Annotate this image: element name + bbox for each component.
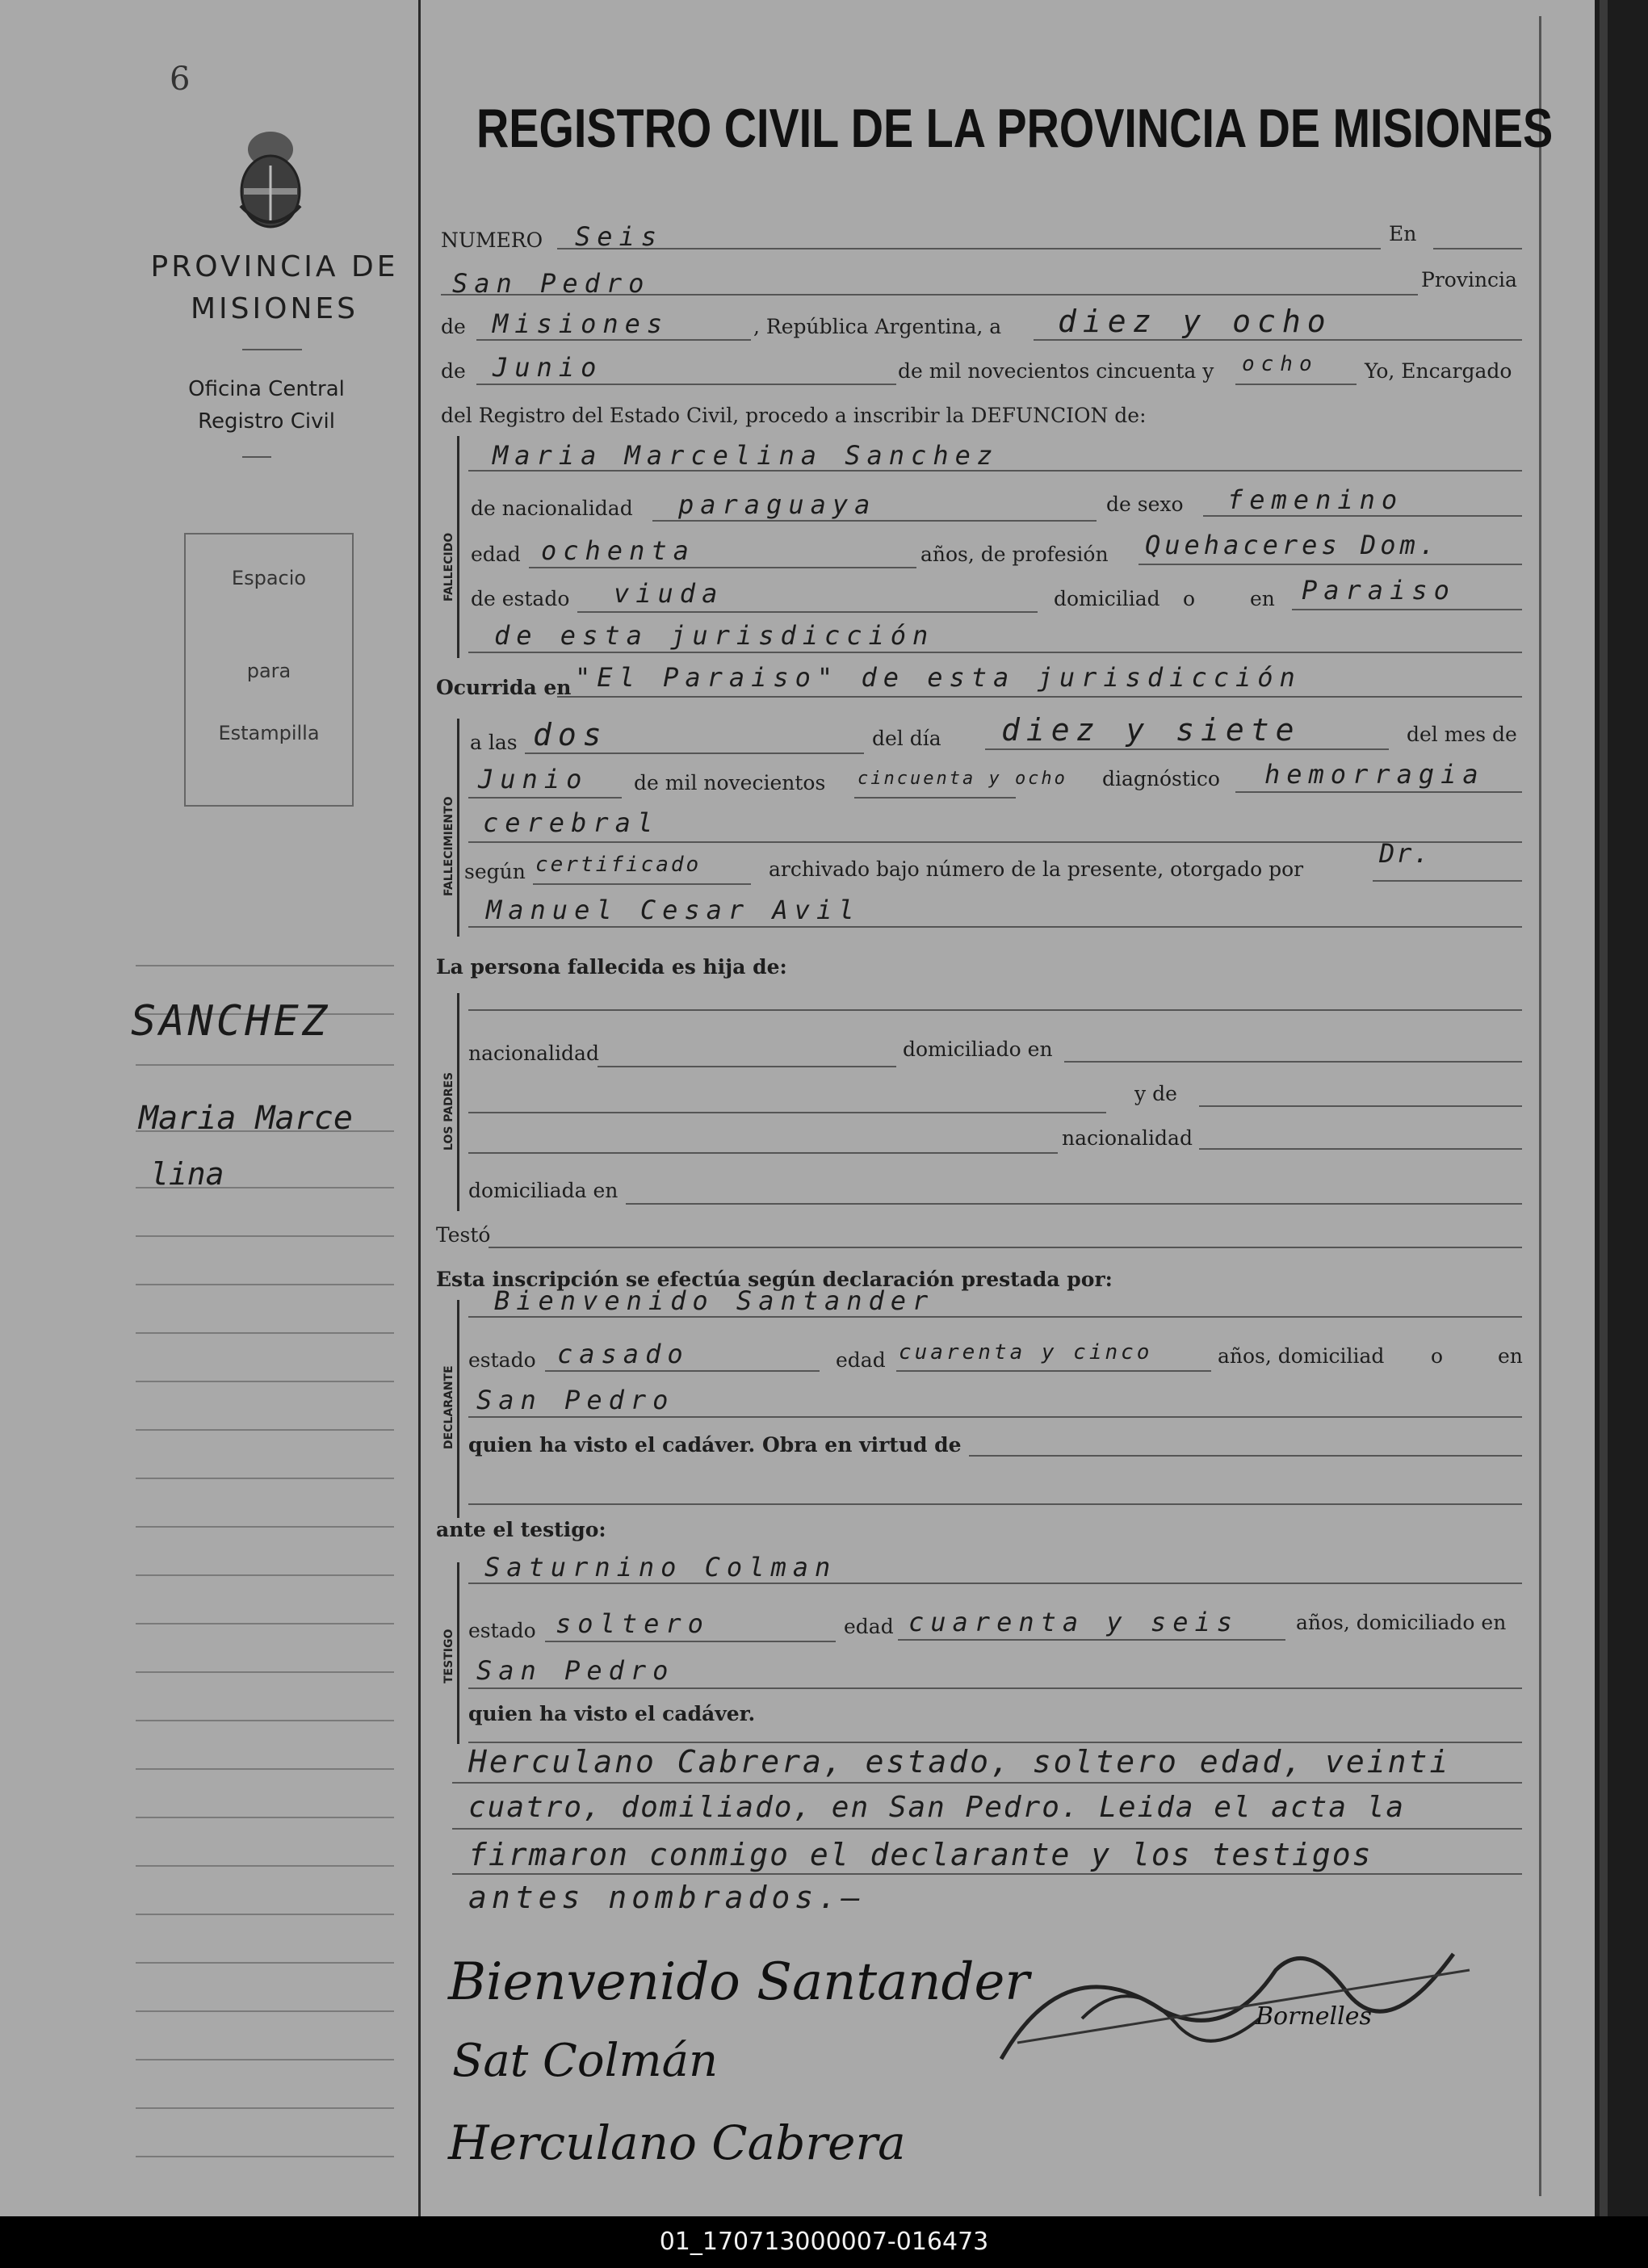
fill-line — [577, 610, 1038, 613]
nota-line-3: firmaron conmigo el declarante y los testigos — [468, 1837, 1373, 1872]
fill-line — [1292, 607, 1522, 610]
numero-label: NUMERO — [441, 228, 543, 252]
declarante-nombre: Bienvenido Santander — [494, 1285, 935, 1316]
testigo-nombre: Saturnino Colman — [484, 1552, 837, 1583]
declaracion-label: Esta inscripción se efectúa según declaración prestada por: — [436, 1268, 1113, 1291]
stamp-box — [184, 533, 354, 807]
fill-line — [452, 1872, 1522, 1875]
fill-line — [529, 565, 916, 568]
divider — [242, 456, 271, 458]
estado-value: viuda — [614, 578, 724, 609]
numero-value: Seis — [575, 221, 664, 252]
padres-domiciliado-label: domiciliado en — [903, 1038, 1053, 1061]
signature-oficial: Bornelles — [1256, 2002, 1372, 2031]
fill-line — [985, 747, 1389, 750]
estado-label: de estado — [471, 587, 570, 610]
fallecimiento-tag: FALLECIMIENTO — [442, 796, 455, 896]
testigo-anios-label: años, domiciliado en — [1296, 1611, 1507, 1634]
declarante-estado-label: estado — [468, 1348, 536, 1372]
de2-label: de — [441, 359, 466, 383]
fill-line — [1199, 1147, 1522, 1150]
dr-abbrev: Dr. — [1379, 838, 1431, 869]
padres-nacionalidad-label: nacionalidad — [468, 1042, 599, 1065]
margin-rule — [136, 1817, 394, 1818]
section-bracket — [457, 1300, 459, 1518]
fill-line — [969, 1453, 1522, 1457]
page-title: REGISTRO CIVIL DE LA PROVINCIA DE MISIONES — [476, 98, 1554, 159]
margin-surname: SANCHEZ — [131, 997, 331, 1046]
fill-line — [898, 1637, 1285, 1641]
padres-nacionalidad2-label: nacionalidad — [1062, 1126, 1193, 1150]
fill-line — [652, 518, 1097, 522]
margin-given-1: Maria Marce — [139, 1100, 353, 1137]
domicilio-en-label: en — [1250, 587, 1275, 610]
binding-edge-highlight — [1600, 0, 1608, 2216]
domicilio-label: domiciliad — [1054, 587, 1160, 610]
fill-line — [468, 1110, 1106, 1113]
fill-line — [468, 840, 1522, 843]
nota-line-4: antes nombrados.— — [468, 1880, 865, 1915]
margin-rule — [136, 1574, 394, 1576]
segun-label: según — [464, 860, 526, 883]
nacionalidad-value: paraguaya — [678, 489, 877, 520]
declarante-anios-label: años, domiciliad — [1218, 1344, 1385, 1368]
domicilio-suffix: o — [1183, 587, 1196, 610]
fill-line — [1373, 878, 1522, 882]
dia-label: del día — [872, 727, 941, 750]
nacionalidad-label: de nacionalidad — [471, 497, 633, 520]
fill-line — [1034, 337, 1522, 341]
testigo-intro: ante el testigo: — [436, 1518, 606, 1541]
edad-value: ochenta — [541, 535, 695, 566]
domicilio-value-2: de esta jurisdicción — [494, 620, 935, 651]
province-name — [129, 246, 420, 330]
page-left-rule — [418, 0, 421, 2216]
fill-line — [468, 468, 1522, 472]
fill-line — [1203, 514, 1522, 517]
margin-rule — [136, 1526, 394, 1528]
section-bracket — [457, 719, 459, 937]
stamp-box-line-3: Estampilla — [218, 722, 320, 744]
profesion-value: Quehaceres Dom. — [1145, 530, 1439, 560]
margin-rule — [136, 1671, 394, 1673]
ocurrida-value: "El Paraiso" de esta jurisdicción — [575, 662, 1302, 693]
margin-given-2: lina — [150, 1156, 224, 1192]
binding-edge — [1595, 0, 1648, 2216]
anio-label: de mil novecientos — [634, 771, 826, 794]
padres-y-de-label: y de — [1134, 1082, 1177, 1105]
office-line-2: Registro Civil — [198, 409, 335, 434]
margin-rule — [136, 1284, 394, 1285]
declarante-tag: DECLARANTE — [442, 1365, 455, 1449]
registro-label: del Registro del Estado Civil, procedo a inscribir la DEFUNCION de: — [441, 404, 1147, 427]
margin-rule — [136, 1064, 394, 1066]
fallecido-tag: FALLECIDO — [442, 532, 455, 602]
fill-line — [476, 382, 896, 385]
testigo-edad-value: cuarenta y seis — [908, 1607, 1239, 1637]
fill-line — [452, 1780, 1522, 1784]
testigo-tag: TESTIGO — [442, 1629, 455, 1683]
fallecido-nombre: Maria Marcelina Sanchez — [493, 440, 1000, 471]
declarante-estado-value: casado — [557, 1339, 690, 1369]
fill-line — [468, 1740, 1522, 1743]
margin-rule — [136, 1381, 394, 1382]
page-right-rule — [1539, 16, 1541, 2196]
testigo-estado-value: soltero — [556, 1608, 710, 1639]
fill-line — [896, 1369, 1211, 1372]
declarante-suffix: o — [1431, 1344, 1444, 1368]
anio-value: cincuenta y ocho — [858, 769, 1067, 789]
mes-label: del mes de — [1407, 723, 1517, 746]
archivado-label: archivado bajo número de la presente, otorgado por — [769, 857, 1304, 881]
mes-value: Junio — [493, 352, 603, 383]
margin-rule — [136, 2107, 394, 2109]
nota-line-1: Herculano Cabrera, estado, soltero edad, veinti — [468, 1744, 1451, 1780]
sexo-value: femenino — [1227, 484, 1404, 515]
margin-rule — [136, 1768, 394, 1770]
fill-line — [525, 751, 864, 754]
fill-line — [489, 1245, 1522, 1248]
dia-value: diez y siete — [1001, 712, 1301, 748]
declarante-visto-label: quien ha visto el cadáver. Obra en virtud de — [468, 1433, 962, 1457]
edad-label: edad — [471, 543, 521, 566]
fill-line — [557, 246, 1381, 249]
fill-line — [468, 924, 1522, 928]
fill-line — [1235, 382, 1357, 385]
fill-line — [1235, 790, 1522, 793]
diag-value-2: cerebral — [483, 807, 660, 838]
official-signature-flourish — [969, 1922, 1486, 2083]
anio-label: de mil novecientos cincuenta y — [898, 359, 1214, 383]
testigo-domicilio: San Pedro — [476, 1655, 675, 1686]
medico-value: Manuel Cesar Avil — [486, 895, 861, 925]
hora-value: dos — [533, 717, 608, 753]
padres-tag: LOS PADRES — [442, 1071, 455, 1151]
margin-rule — [136, 1720, 394, 1721]
province-line-2: MISIONES — [190, 292, 359, 325]
stamp-box-line-2: para — [246, 660, 291, 682]
margin-rule — [136, 1623, 394, 1624]
de-label: de — [441, 315, 466, 338]
office-name — [145, 373, 388, 438]
padres-intro: La persona fallecida es hija de: — [436, 955, 787, 979]
signature-declarante: Bienvenido Santander — [448, 1952, 1029, 2012]
fill-line — [533, 882, 751, 885]
fill-line — [476, 337, 751, 341]
fill-line — [468, 795, 622, 799]
fill-line — [452, 1826, 1522, 1830]
margin-rule — [136, 2010, 394, 2012]
dia-value: diez y ocho — [1058, 304, 1332, 339]
anio-value: ocho — [1242, 352, 1319, 376]
margin-rule — [136, 1962, 394, 1964]
margin-rule — [136, 1332, 394, 1334]
sexo-label: de sexo — [1106, 493, 1184, 516]
diag-value: hemorragia — [1264, 759, 1485, 790]
testigo-visto-label: quien ha visto el cadáver. — [468, 1702, 756, 1725]
fill-line — [854, 795, 1016, 799]
margin-rule — [136, 1429, 394, 1431]
lugar-value: San Pedro — [452, 268, 651, 299]
margin-rule — [136, 2156, 394, 2157]
signature-testigo-1: Sat Colmán — [452, 2035, 719, 2087]
declarante-en-label: en — [1498, 1344, 1523, 1368]
padres-domiciliada-label: domiciliada en — [468, 1179, 619, 1202]
fill-line — [626, 1201, 1522, 1205]
document-id: 01_170713000007-016473 — [659, 2228, 989, 2256]
province-line-1: PROVINCIA DE — [150, 250, 399, 283]
stamp-box-line-1: Espacio — [231, 567, 307, 589]
republica-label: , República Argentina, a — [753, 315, 1002, 338]
fill-line — [468, 1502, 1522, 1505]
fill-line — [468, 1008, 1522, 1011]
testo-label: Testó — [436, 1223, 491, 1247]
declarante-edad-label: edad — [836, 1348, 886, 1372]
fill-line — [441, 292, 1418, 296]
hora-label: a las — [470, 731, 518, 754]
fill-line — [468, 1151, 1058, 1154]
ocurrida-label: Ocurrida en — [436, 676, 572, 699]
segun-value: certificado — [535, 853, 702, 877]
fill-line — [468, 1581, 1522, 1584]
section-bracket — [457, 436, 459, 658]
fill-line — [468, 1415, 1522, 1418]
fill-line — [468, 650, 1522, 653]
profesion-label: años, de profesión — [920, 543, 1109, 566]
document-footer — [0, 2216, 1648, 2268]
domicilio-value: Paraiso — [1302, 575, 1456, 606]
fill-line — [557, 694, 1522, 698]
margin-rule — [136, 1235, 394, 1237]
declarante-edad-value: cuarenta y cinco — [899, 1340, 1153, 1365]
fill-line — [1139, 562, 1522, 565]
fill-line — [598, 1064, 896, 1067]
fill-line — [545, 1369, 820, 1372]
section-bracket — [457, 1562, 459, 1744]
provincia-value: Misiones — [493, 308, 669, 339]
mes-value: Junio — [478, 764, 589, 794]
office-line-1: Oficina Central — [188, 377, 345, 401]
page-number: 6 — [170, 61, 191, 98]
divider — [242, 349, 302, 350]
provincia-label: Provincia — [1421, 268, 1517, 291]
fill-line — [468, 1314, 1522, 1318]
encargado-label: Yo, Encargado — [1365, 359, 1512, 383]
fill-line — [468, 1686, 1522, 1689]
fill-line — [545, 1639, 836, 1642]
testigo-estado-label: estado — [468, 1619, 536, 1642]
fill-line — [1064, 1059, 1522, 1063]
nota-line-2: cuatro, domiliado, en San Pedro. Leida el acta la — [468, 1791, 1406, 1824]
declarante-domicilio: San Pedro — [476, 1385, 675, 1415]
coat-of-arms-icon — [226, 117, 315, 238]
section-bracket — [457, 993, 459, 1211]
margin-rule — [136, 965, 394, 966]
signature-testigo-2: Herculano Cabrera — [448, 2115, 906, 2170]
diag-label: diagnóstico — [1102, 767, 1220, 790]
margin-rule — [136, 1914, 394, 1915]
margin-rule — [136, 1865, 394, 1867]
margin-rule — [136, 1478, 394, 1479]
en-label: En — [1389, 222, 1417, 245]
testigo-edad-label: edad — [844, 1615, 894, 1638]
fill-line — [1433, 246, 1522, 249]
margin-rule — [136, 2059, 394, 2060]
fill-line — [1199, 1104, 1522, 1107]
